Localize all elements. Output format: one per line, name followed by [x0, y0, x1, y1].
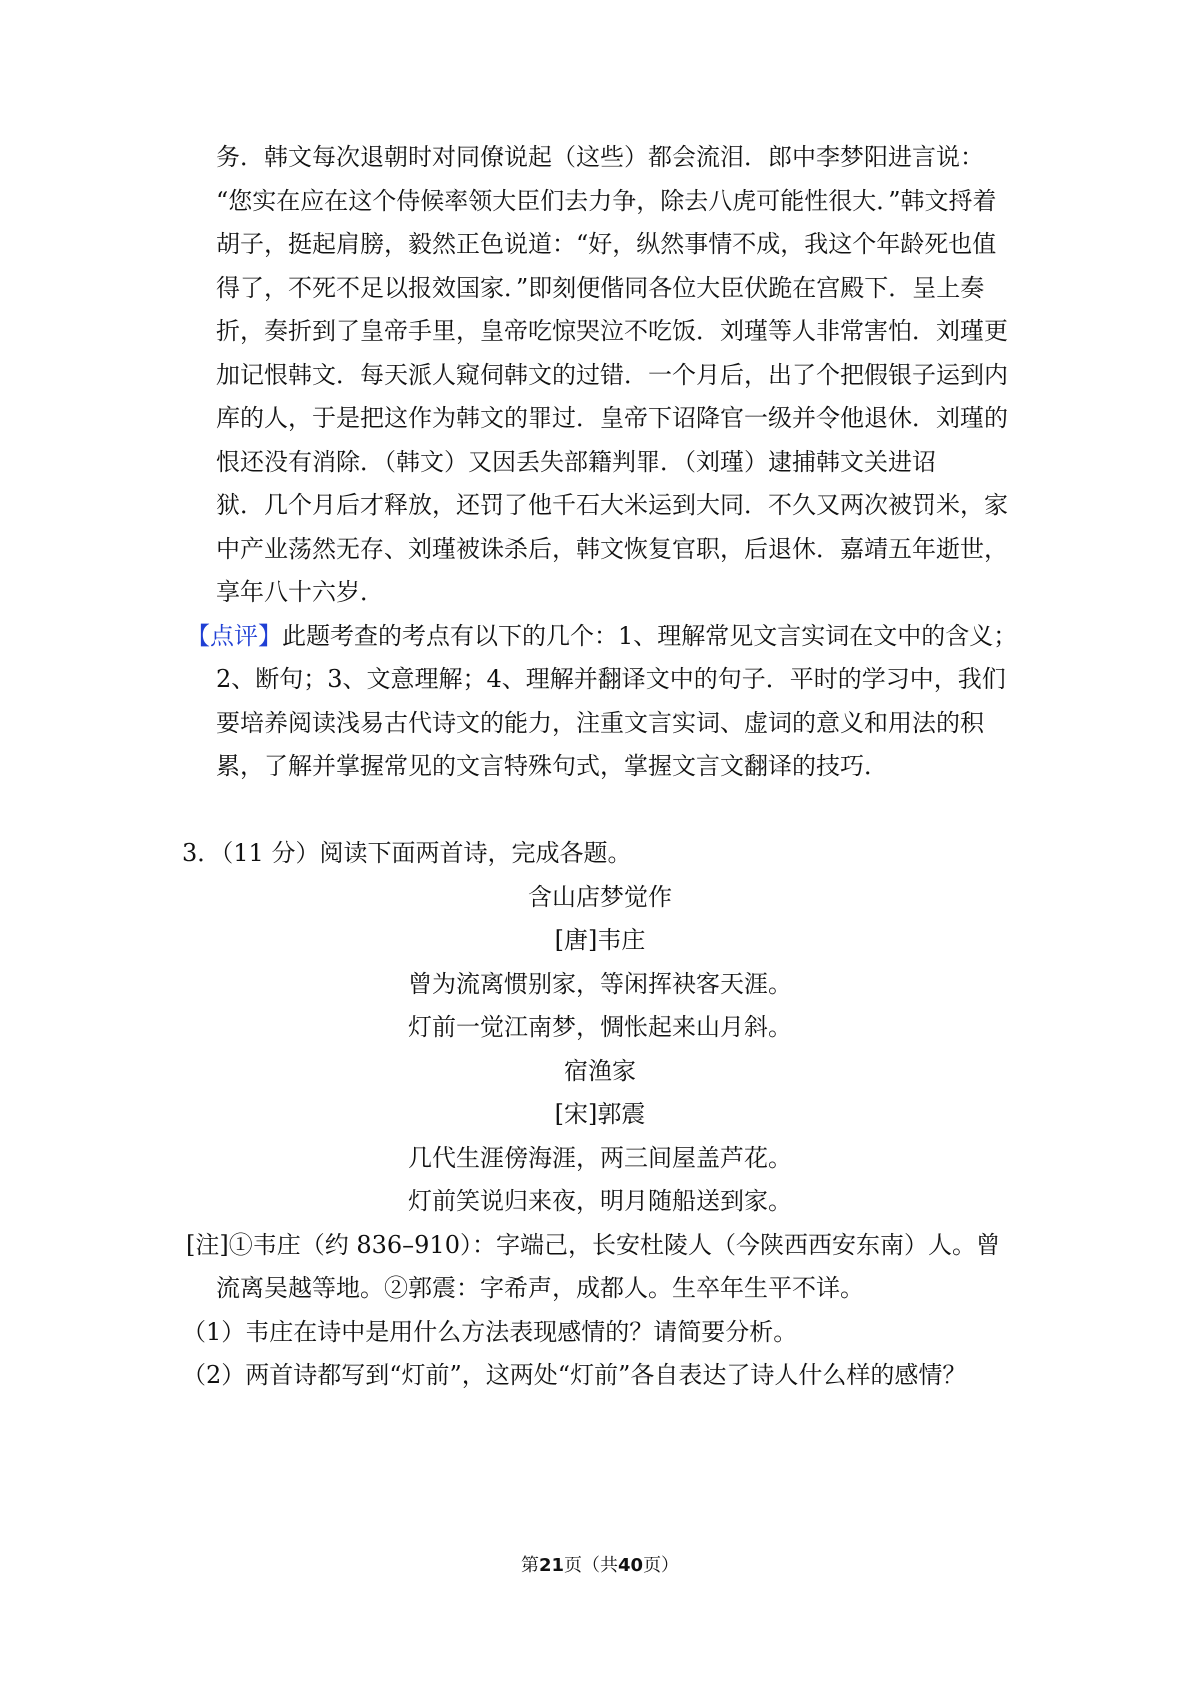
poem-title: 含山店梦觉作 — [528, 883, 672, 911]
footer-middle: 页（共 — [564, 1555, 618, 1576]
translation-line: 胡子，挺起肩膀，毅然正色说道：“好，纵然事情不成，我这个年龄死也值 — [216, 230, 997, 258]
page-footer — [0, 1554, 1200, 1578]
footer-page-number: 21 — [538, 1555, 564, 1576]
poem-line: 几代生涯傍海涯，两三间屋盖芦花。 — [408, 1144, 792, 1172]
comment-text: 此题考查的考点有以下的几个：1、理解常见文言实词在文中的含义； — [282, 622, 1018, 650]
poem-author: [唐]韦庄 — [554, 926, 646, 954]
note-line: [注]①韦庄（约 836–910）：字端己，长安杜陵人（今陕西西安东南）人。曾 — [186, 1231, 1000, 1259]
footer-prefix: 第 — [520, 1555, 539, 1576]
poem-line: 曾为流离惯别家，等闲挥袂客天涯。 — [408, 970, 792, 998]
poem-author: [宋]郭震 — [554, 1100, 646, 1128]
translation-line: 加记恨韩文．每天派人窥伺韩文的过错．一个月后，出了个把假银子运到内 — [216, 361, 1008, 389]
question-intro — [182, 836, 631, 870]
question-number: 3． — [182, 839, 222, 867]
translation-line: 中产业荡然无存、刘瑾被诛杀后，韩文恢复官职，后退休．嘉靖五年逝世， — [216, 535, 1008, 563]
footer-total-pages: 40 — [618, 1555, 644, 1576]
poem-title: 宿渔家 — [564, 1057, 636, 1085]
comment-line: 要培养阅读浅易古代诗文的能力，注重文言实词、虚词的意义和用法的积 — [216, 709, 984, 737]
translation-line: 恨还没有消除．（韩文）又因丢失部籍判罪．（刘瑾）逮捕韩文关进诏 — [216, 448, 936, 476]
question-intro-text: （11 分）阅读下面两首诗，完成各题。 — [221, 839, 632, 867]
poem-line: 灯前一觉江南梦，惆怅起来山月斜。 — [408, 1013, 792, 1041]
translation-line: 折，奏折到了皇帝手里，皇帝吃惊哭泣不吃饭．刘瑾等人非常害怕．刘瑾更 — [216, 317, 1008, 345]
poem-line: 灯前笑说归来夜，明月随船送到家。 — [408, 1187, 792, 1215]
footer-suffix: 页） — [643, 1555, 680, 1576]
translation-line: 务．韩文每次退朝时对同僚说起（这些）都会流泪．郎中李梦阳进言说： — [216, 143, 984, 171]
translation-line: “您实在应在这个侍候率领大臣们去力争，除去八虎可能性很大．”韩文捋着 — [216, 187, 997, 215]
note-line: 流离吴越等地。②郭震：字希声，成都人。生卒年生平不详。 — [216, 1274, 864, 1302]
sub-question: （1）韦庄在诗中是用什么方法表现感情的？请简要分析。 — [182, 1318, 798, 1346]
sub-question: （2）两首诗都写到“灯前”，这两处“灯前”各自表达了诗人什么样的感情？ — [182, 1361, 967, 1389]
translation-line: 得了，不死不足以报效国家．”即刻便偕同各位大臣伏跪在宫殿下．呈上奏 — [216, 274, 985, 302]
comment-tag: 【点评】 — [186, 622, 282, 650]
comment-line: 累，了解并掌握常见的文言特殊句式，掌握文言文翻译的技巧． — [216, 752, 888, 780]
translation-line: 享年八十六岁． — [216, 578, 384, 606]
comment-first-line — [186, 619, 1017, 653]
comment-line: 2、断句；3、文意理解；4、理解并翻译文中的句子．平时的学习中，我们 — [216, 665, 1006, 693]
translation-line: 狱．几个月后才释放，还罚了他千石大米运到大同．不久又两次被罚米，家 — [216, 491, 1008, 519]
translation-line: 库的人，于是把这作为韩文的罪过．皇帝下诏降官一级并令他退休．刘瑾的 — [216, 404, 1008, 432]
